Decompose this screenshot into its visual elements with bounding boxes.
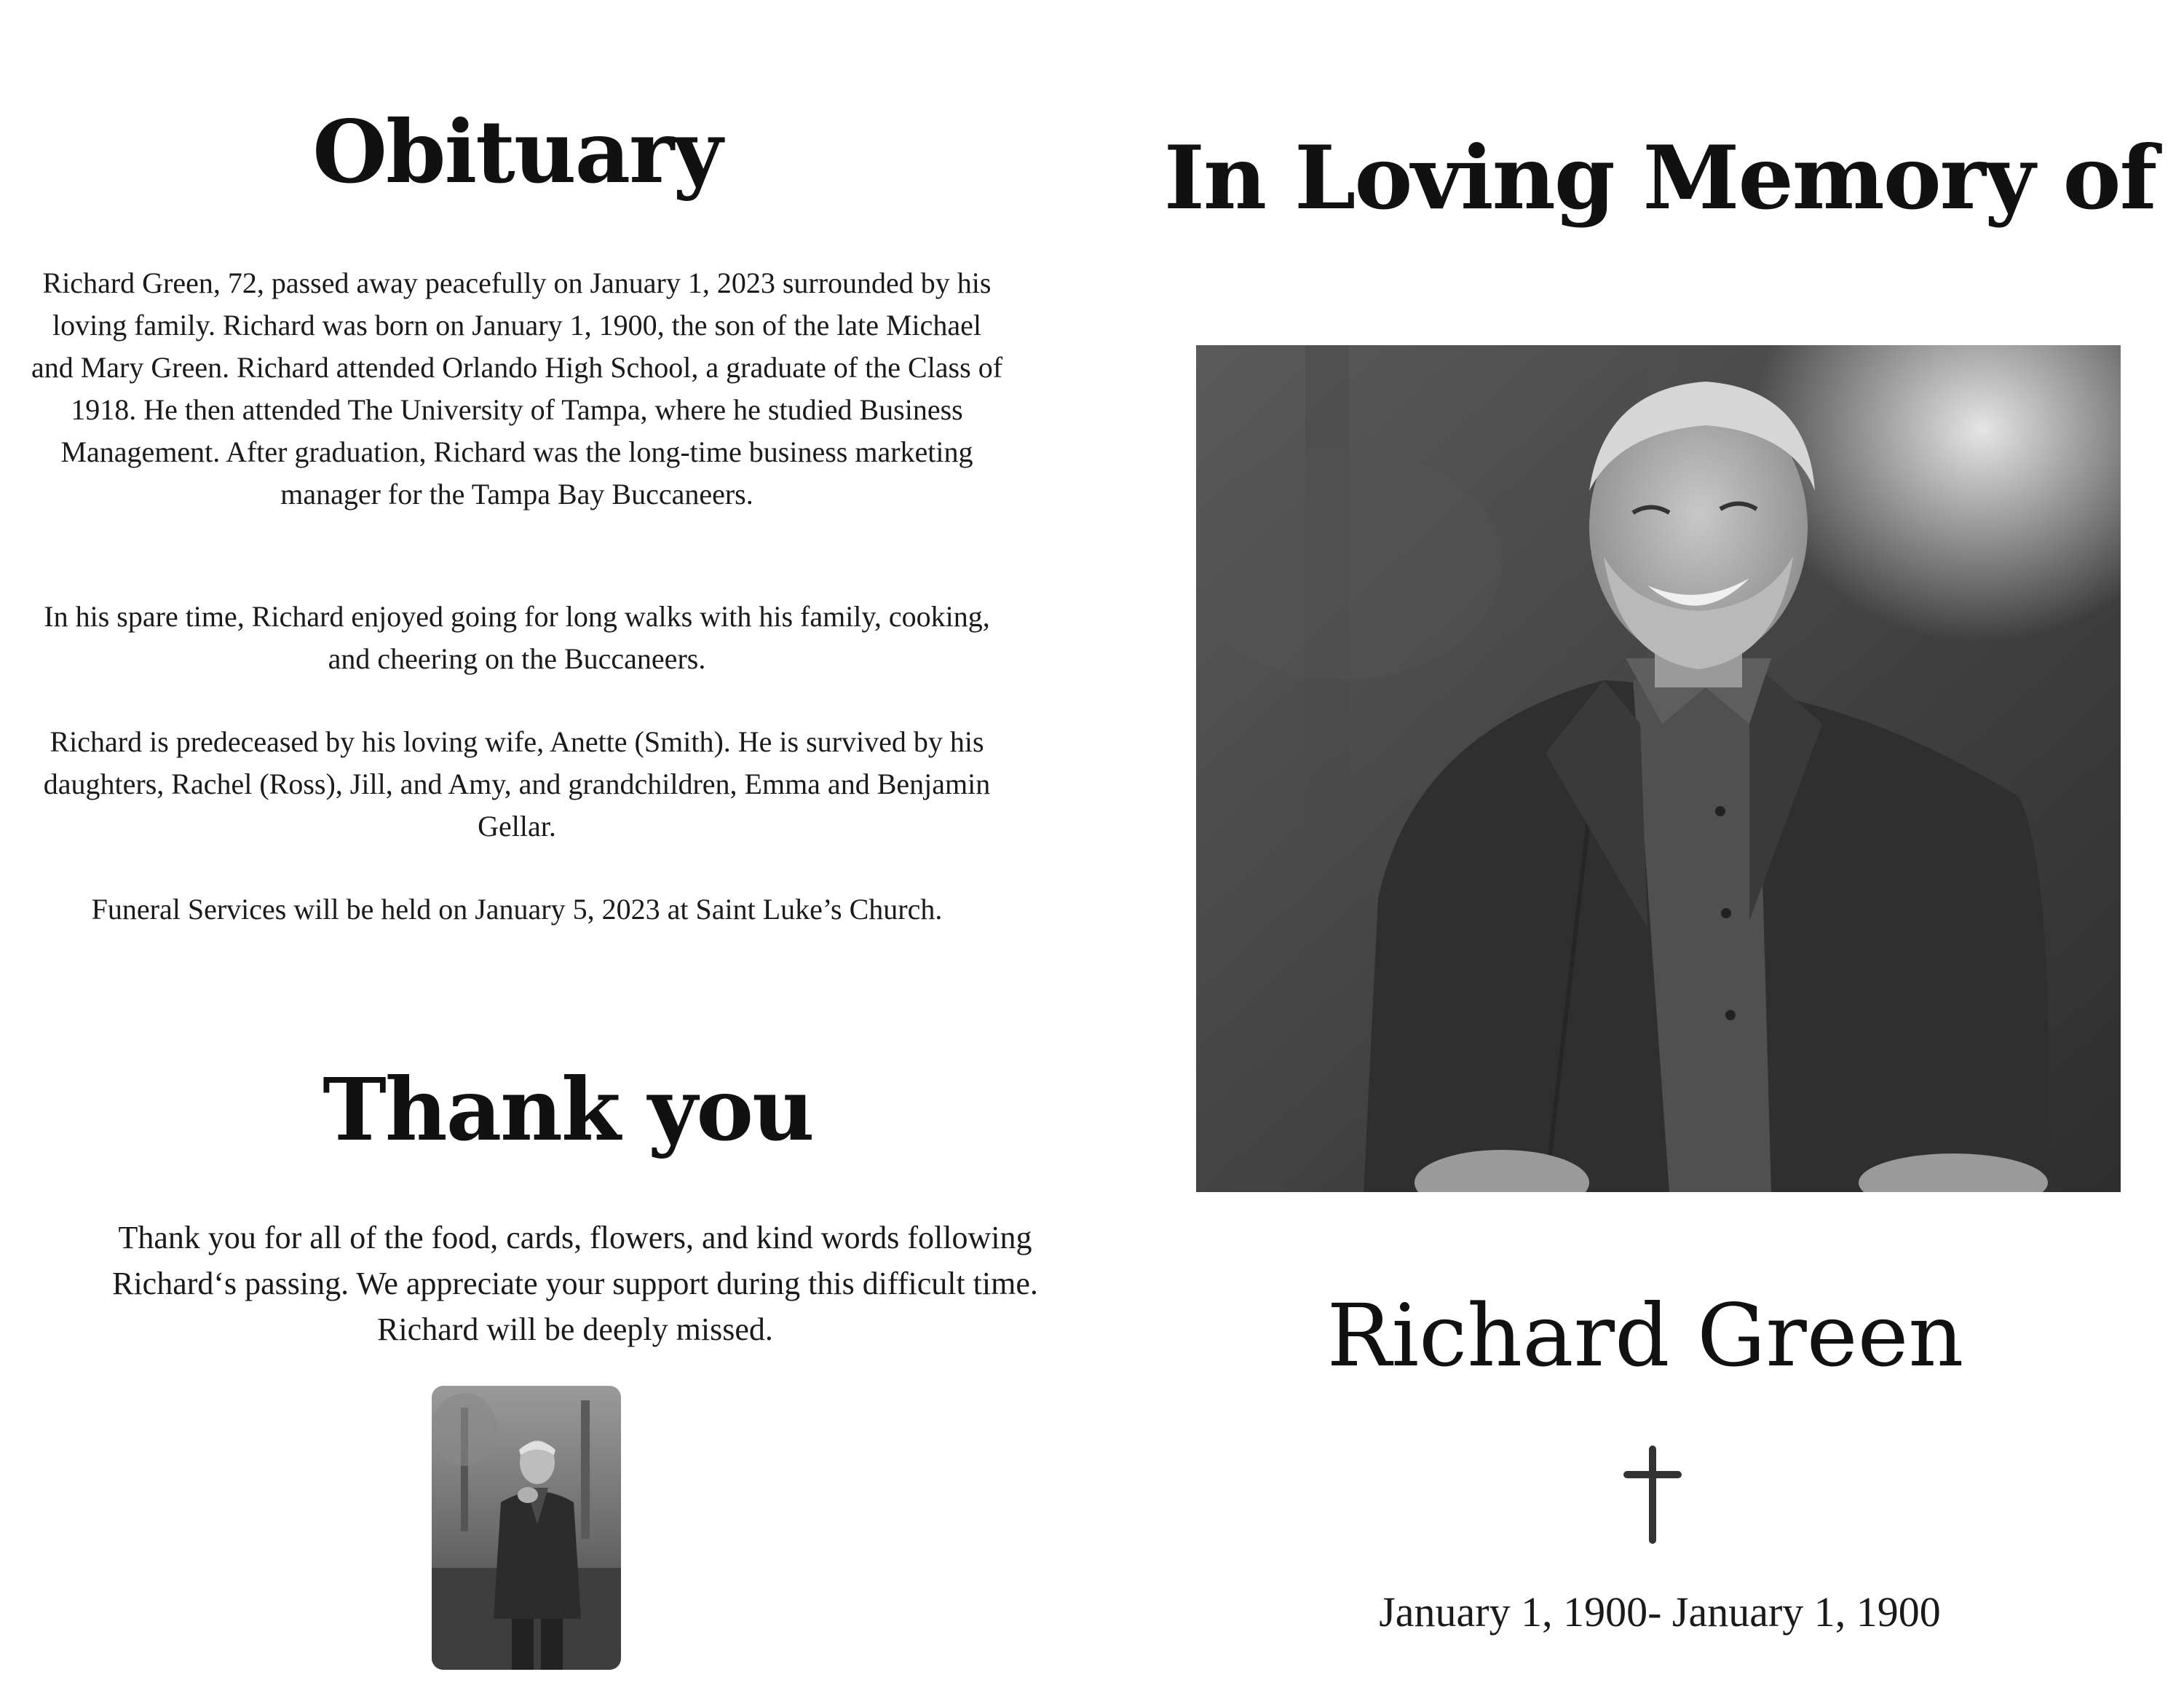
- portrait-photo-small: [432, 1386, 621, 1670]
- obituary-title: Obituary: [312, 101, 721, 202]
- obituary-paragraph-1: Richard Green, 72, passed away peacefully on January 1, 2023 surrounded by his loving family. Richard was born on January 1, 1900, the son of the late Michael and Mary Green. Richard attended Orlando High School, a graduate of the Class of 1918. He then attended The University of Tampa, where he studied Business Management. After graduation, Richard was the long-time business marketing manager for the Tampa Bay Buccaneers.: [31, 267, 1003, 510]
- cross-icon: [1623, 1446, 1682, 1544]
- memory-title: In Loving Memory of: [1163, 127, 2156, 229]
- obituary-paragraph-4: Funeral Services will be held on January 5, 2023 at Saint Luke’s Church.: [91, 893, 943, 926]
- obituary-paragraph-3: Richard is predeceased by his loving wife, Anette (Smith). He is survived by his daughters, Rachel (Ross), Jill, and Amy, and grandchildren, Emma and Benjamin Gellar.: [43, 725, 991, 843]
- deceased-name: Richard Green: [1326, 1285, 1964, 1386]
- thank-you-title: Thank you: [323, 1059, 813, 1160]
- thank-you-text: Thank you for all of the food, cards, flowers, and kind words following Richard‘s passing. We appreciate your support during this difficult time. Richard will be deeply missed.: [112, 1220, 1038, 1347]
- obituary-paragraph-2: In his spare time, Richard enjoyed going for long walks with his family, cooking, and cheering on the Buccaneers.: [44, 600, 990, 675]
- life-dates: January 1, 1900- January 1, 1900: [1379, 1588, 1941, 1636]
- portrait-photo: [1196, 345, 2121, 1192]
